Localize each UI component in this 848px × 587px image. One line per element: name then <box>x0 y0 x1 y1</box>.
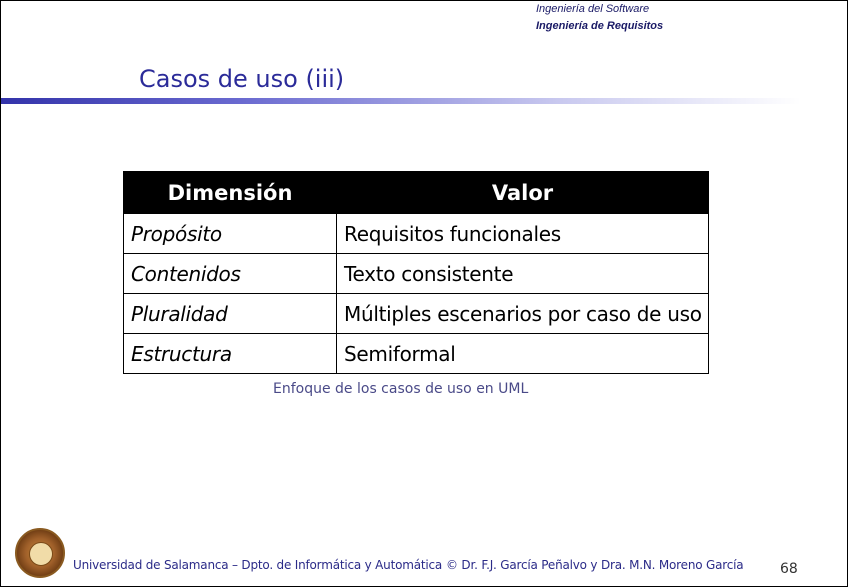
page-number: 68 <box>780 561 798 577</box>
table-cell-dimension: Contenidos <box>124 254 337 294</box>
dimension-value-table <box>123 171 709 374</box>
table-cell-dimension: Pluralidad <box>124 294 337 334</box>
title-divider <box>1 98 801 104</box>
footer-institution: Universidad de Salamanca – Dpto. de Informática y Automática <box>73 558 443 572</box>
table-row <box>124 214 709 254</box>
table-cell-value: Semiformal <box>337 334 709 374</box>
header-subject: Ingeniería de Requisitos <box>536 20 664 32</box>
slide-title: Casos de uso (iii) <box>139 65 345 93</box>
table-row <box>124 254 709 294</box>
table-header-row <box>124 172 709 214</box>
table-cell-dimension: Estructura <box>124 334 337 374</box>
column-header-dimension: Dimensión <box>124 172 337 214</box>
footer-copyright: © Dr. F.J. García Peñalvo y Dra. M.N. Moreno García <box>446 558 744 572</box>
table-row <box>124 294 709 334</box>
university-seal-icon <box>15 528 65 578</box>
seal-center <box>29 542 53 566</box>
table-cell-value: Múltiples escenarios por caso de uso <box>337 294 709 334</box>
table-row <box>124 334 709 374</box>
column-header-value: Valor <box>337 172 709 214</box>
table-cell-value: Texto consistente <box>337 254 709 294</box>
table-cell-dimension: Propósito <box>124 214 337 254</box>
header-course: Ingeniería del Software <box>536 3 650 15</box>
table-caption: Enfoque de los casos de uso en UML <box>273 381 529 397</box>
table-cell-value: Requisitos funcionales <box>337 214 709 254</box>
